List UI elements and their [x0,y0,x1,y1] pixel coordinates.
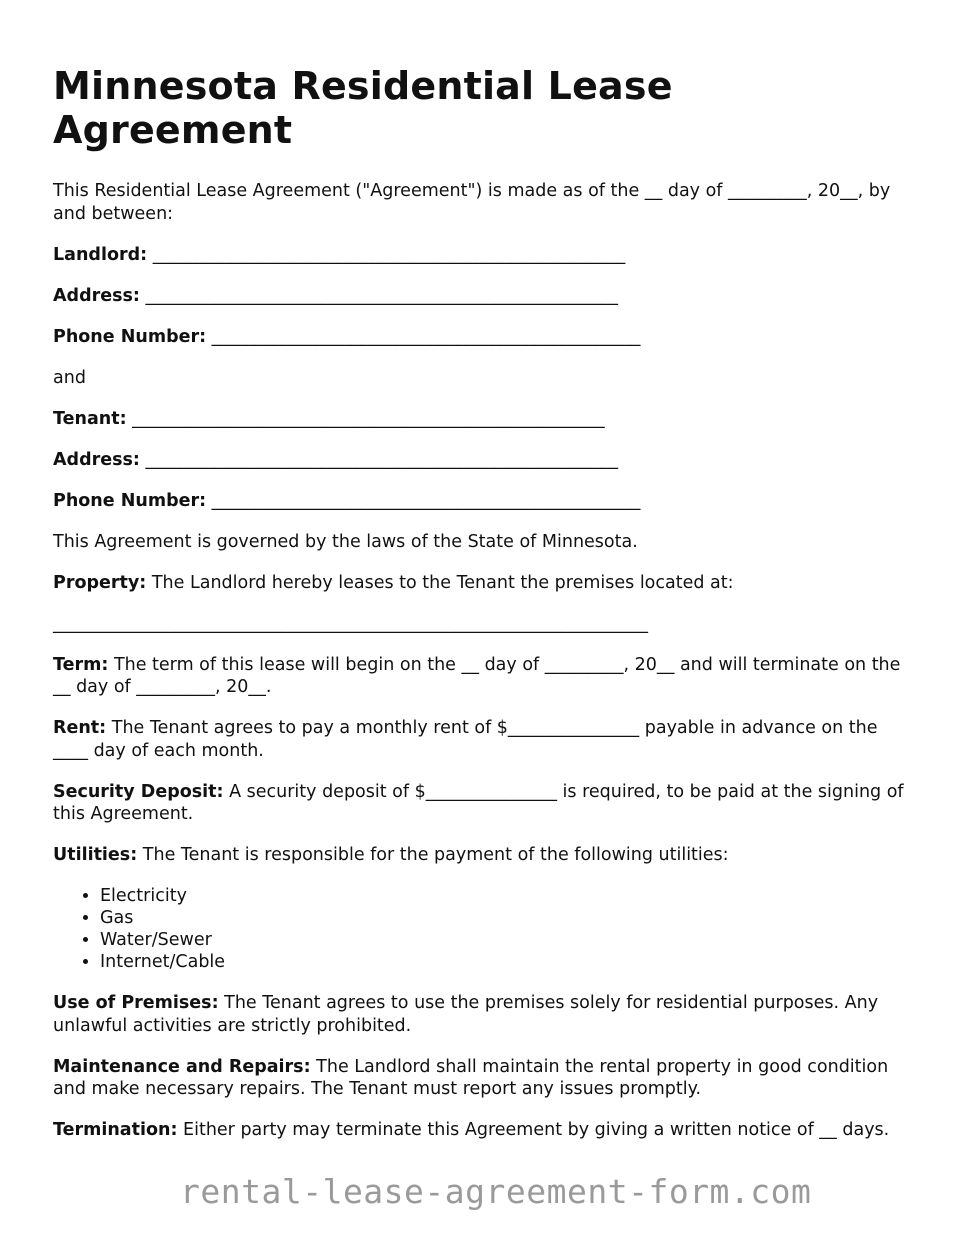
tenant-phone-label: Phone Number: [53,490,207,511]
use-of-premises-paragraph [53,992,913,1037]
security-deposit-paragraph [53,781,913,826]
tenant-name-line [53,408,913,431]
property-text: The Landlord hereby leases to the Tenant the premises located at: [151,572,734,593]
landlord-name-line [53,244,913,267]
maintenance-text: The Landlord shall maintain the rental property in good condition and make necessary repairs. The Tenant must report any issues promptly. [53,1056,889,1100]
tenant-phone-blank[interactable]: _________________________________________________ [211,490,641,511]
term-label: Term: [53,654,109,675]
rent-text: The Tenant agrees to pay a monthly rent of $_______________ payable in advance on the ____ day of each month. [53,718,878,761]
landlord-name-blank[interactable]: ______________________________________________________ [152,244,626,265]
security-deposit-text: A security deposit of $_______________ is required, to be paid at the signing of this Agreement. [53,781,904,824]
utilities-text: The Tenant is responsible for the payment of the following utilities: [142,845,729,865]
utilities-label: Utilities: [53,845,138,865]
term-paragraph [53,654,913,699]
landlord-address-line [53,285,913,308]
maintenance-paragraph [53,1056,913,1101]
landlord-phone-label: Phone Number: [53,326,207,347]
property-address-blank[interactable]: ____________________________________________________________________ [53,613,648,634]
landlord-phone-line [53,326,913,349]
use-of-premises-label: Use of Premises: [53,993,219,1014]
utility-item: • Internet/Cable [100,951,913,973]
term-text: The term of this lease will begin on the __ day of _________, 20__ and will terminate on the __ day of _________, 20__. [53,654,901,697]
document-page [53,64,913,1142]
termination-paragraph [53,1119,913,1142]
intro-paragraph: This Residential Lease Agreement ("Agreement") is made as of the __ day of _________, 20__, by and between: [53,181,891,224]
watermark: rental-lease-agreement-form.com [180,1172,812,1211]
maintenance-label: Maintenance and Repairs: [53,1056,311,1077]
rent-paragraph [53,717,913,762]
utilities-paragraph [53,844,913,867]
security-deposit-label: Security Deposit: [53,781,224,802]
tenant-address-blank[interactable]: ______________________________________________________ [145,449,619,470]
landlord-name-label: Landlord: [53,244,148,265]
tenant-name-blank[interactable]: ______________________________________________________ [132,408,605,429]
document-title: Minnesota Residential Lease Agreement [53,64,673,152]
rent-label: Rent: [53,718,107,738]
utility-item: • Water/Sewer [100,929,913,951]
use-of-premises-text: The Tenant agrees to use the premises solely for residential purposes. Any unlawful activities are strictly prohibited. [53,993,879,1036]
tenant-phone-line [53,490,913,513]
governing-law-paragraph: This Agreement is governed by the laws of the State of Minnesota. [53,531,638,552]
tenant-address-label: Address: [53,449,140,470]
and-text: and [53,367,86,388]
landlord-phone-blank[interactable]: _________________________________________________ [211,326,641,347]
termination-text: Either party may terminate this Agreement by giving a written notice of __ days. [183,1120,890,1141]
tenant-name-label: Tenant: [53,408,127,429]
termination-label: Termination: [53,1120,178,1141]
utility-item: • Electricity [100,885,913,907]
landlord-address-label: Address: [53,285,140,306]
tenant-address-line [53,449,913,472]
property-label: Property: [53,572,147,593]
utilities-list [53,885,913,974]
landlord-address-blank[interactable]: ______________________________________________________ [145,285,619,306]
intro-section [53,180,913,225]
property-paragraph [53,572,913,595]
utility-item: • Gas [100,907,913,929]
